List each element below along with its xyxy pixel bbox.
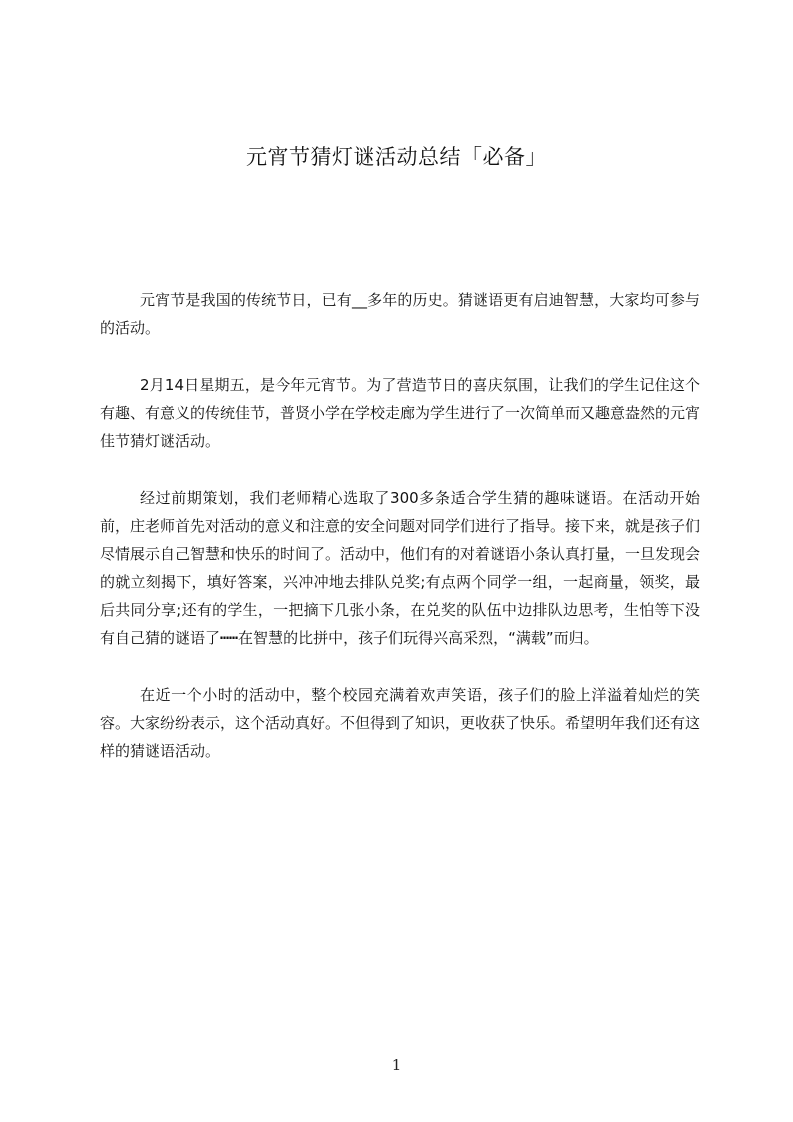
paragraph-2: 2月14日星期五，是今年元宵节。为了营造节日的喜庆氛围，让我们的学生记住这个有趣、有意义的传统佳节，普贤小学在学校走廊为学生进行了一次简单而又趣意盎然的元宵佳节猜灯谜活动。 [100, 376, 701, 450]
paragraph-4: 在近一个小时的活动中，整个校园充满着欢声笑语，孩子们的脸上洋溢着灿烂的笑容。大家纷纷表示，这个活动真好。不但得到了知识，更收获了快乐。希望明年我们还有这样的猜谜语活动。 [100, 686, 701, 760]
page-number: 1 [391, 1056, 402, 1074]
document-body [100, 286, 700, 794]
paragraph-3: 经过前期策划，我们老师精心选取了300多条适合学生猜的趣味谜语。在活动开始前，庄老师首先对活动的意义和注意的安全问题对同学们进行了指导。接下来，就是孩子们尽情展示自己智慧和快乐的时间了。活动中，他们有的对着谜语小条认真打量，一旦发现会的就立刻揭下，填好答案，兴冲冲地去排队兑奖;有点两个同学一组，一起商量，领奖，最后共同分享;还有的学生，一把摘下几张小条，在兑奖的队伍中边排队边思考，生怕等下没有自己猜的谜语了┅┅在智慧的比拼中，孩子们玩得兴高采烈，“满载”而归。 [100, 489, 701, 647]
paragraph-1: 元宵节是我国的传统节日，已有__多年的历史。猜谜语更有启迪智慧，大家均可参与的活动。 [100, 291, 700, 337]
document-title: 元宵节猜灯谜活动总结「必备」 [246, 145, 547, 169]
